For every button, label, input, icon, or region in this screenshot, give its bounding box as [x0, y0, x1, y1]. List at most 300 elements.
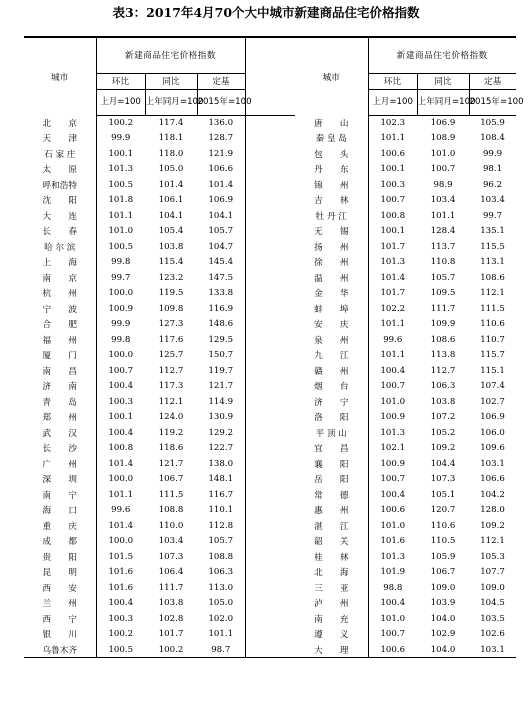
- yoy-value-right: 107.3: [430, 474, 456, 485]
- city-name-left: 厦 门: [24, 348, 96, 364]
- base-value-left: 114.9: [208, 396, 234, 407]
- city-name-right: 秦 皇 岛: [295, 131, 368, 147]
- yoy-value-left: 123.2: [158, 272, 184, 283]
- base-value-left: 106.9: [208, 195, 234, 206]
- base-value-left: 98.7: [197, 642, 245, 658]
- table-row: [24, 565, 516, 581]
- mom-value-right: 101.6: [380, 536, 406, 547]
- header-city-right: 城市: [295, 37, 368, 115]
- city-name-left: 沈 阳: [24, 193, 96, 209]
- city-name-right: 三 亚: [295, 580, 368, 596]
- mom-value-left: 100.3: [108, 396, 134, 407]
- mom-value-left: 101.6: [108, 582, 134, 593]
- yoy-value-right: 109.5: [430, 288, 456, 299]
- yoy-value-right: 105.7: [430, 272, 456, 283]
- city-name-right: 泉 州: [295, 332, 368, 348]
- city-name-right: 泸 州: [295, 596, 368, 612]
- table-row: [24, 270, 516, 286]
- yoy-value-right: 104.0: [417, 642, 469, 658]
- base-value-left: 104.1: [208, 210, 234, 221]
- yoy-value-right: 110.5: [430, 536, 456, 547]
- mom-value-right: 101.0: [380, 613, 406, 624]
- city-name-right: 扬 州: [295, 239, 368, 255]
- mom-value-right: 101.1: [380, 133, 406, 144]
- mom-value-left: 100.9: [108, 303, 134, 314]
- table-row: [24, 472, 516, 488]
- column-separator: [245, 627, 295, 643]
- base-value-left: 101.4: [208, 179, 234, 190]
- table-row: [24, 146, 516, 162]
- column-separator: [245, 208, 295, 224]
- base-value-right: 107.7: [480, 567, 505, 578]
- yoy-value-right: 110.8: [430, 257, 456, 268]
- city-name-right: 九 江: [295, 348, 368, 364]
- mom-value-left: 99.8: [111, 334, 131, 345]
- mom-value-right: 100.1: [380, 164, 406, 175]
- city-name-left: 长 沙: [24, 441, 96, 457]
- mom-value-right: 100.8: [380, 210, 406, 221]
- city-name-left: 呼和浩特: [24, 177, 96, 193]
- city-name-left: 合 肥: [24, 317, 96, 333]
- yoy-value-left: 127.3: [158, 319, 184, 330]
- yoy-value-left: 111.7: [158, 582, 184, 593]
- yoy-value-right: 103.9: [430, 598, 456, 609]
- mom-value-right: 100.9: [380, 412, 406, 423]
- city-name-right: 丹 东: [295, 162, 368, 178]
- city-name-left: 贵 阳: [24, 549, 96, 565]
- yoy-value-right: 106.9: [430, 118, 456, 128]
- header-yoy-basis-right: 上年同月=100: [417, 89, 469, 115]
- column-separator: [245, 441, 295, 457]
- mom-value-right: 101.9: [380, 567, 406, 578]
- yoy-value-left: 106.4: [158, 567, 184, 578]
- city-name-left: 乌鲁木齐: [24, 642, 96, 658]
- base-value-right: 103.5: [480, 613, 505, 624]
- mom-value-right: 100.6: [368, 642, 417, 658]
- table-row: [24, 208, 516, 224]
- city-name-right: 徐 州: [295, 255, 368, 271]
- base-value-right: 106.9: [480, 412, 505, 423]
- yoy-value-left: 104.1: [158, 210, 184, 221]
- city-name-right: 无 锡: [295, 224, 368, 240]
- city-name-left: 成 都: [24, 534, 96, 550]
- mom-value-left: 99.9: [111, 319, 131, 330]
- mom-value-left: 99.8: [111, 257, 131, 268]
- table-row: [24, 131, 516, 147]
- mom-value-right: 101.1: [380, 350, 406, 361]
- column-separator: [245, 611, 295, 627]
- city-name-right: 安 庆: [295, 317, 368, 333]
- table-row: [24, 549, 516, 565]
- base-value-right: 108.6: [480, 272, 505, 283]
- mom-value-left: 101.5: [108, 551, 134, 562]
- city-name-left: 南 昌: [24, 363, 96, 379]
- header-city-left: 城市: [24, 37, 96, 115]
- base-value-left: 105.7: [208, 536, 234, 547]
- yoy-value-right: 101.1: [430, 210, 456, 221]
- column-separator: [245, 115, 295, 131]
- city-name-right: 赣 州: [295, 363, 368, 379]
- table-title: 表3：2017年4月70个大中城市新建商品住宅价格指数: [112, 5, 420, 20]
- table-row: [24, 177, 516, 193]
- mom-value-left: 101.0: [108, 226, 134, 237]
- yoy-value-left: 124.0: [158, 412, 184, 423]
- header-base-basis-left: 2015年=100: [197, 89, 245, 115]
- mom-value-left: 101.3: [108, 164, 134, 175]
- mom-value-right: 100.7: [380, 381, 406, 392]
- base-value-left: 129.5: [208, 334, 234, 345]
- column-separator: [245, 224, 295, 240]
- base-value-right: 98.1: [482, 164, 503, 175]
- mom-value-left: 100.2: [108, 629, 134, 640]
- yoy-value-right: 107.2: [430, 412, 456, 423]
- base-value-left: 130.9: [208, 412, 234, 423]
- yoy-value-left: 117.3: [158, 381, 184, 392]
- yoy-value-right: 109.2: [430, 443, 456, 454]
- column-separator: [245, 301, 295, 317]
- base-value-left: 138.0: [208, 458, 234, 469]
- mom-value-right: 99.6: [383, 334, 403, 345]
- base-value-right: 128.0: [480, 505, 505, 516]
- base-value-left: 108.8: [208, 551, 234, 562]
- mom-value-left: 101.6: [108, 567, 134, 578]
- city-name-right: 湛 江: [295, 518, 368, 534]
- base-value-right: 105.3: [480, 551, 505, 562]
- column-separator: [245, 239, 295, 255]
- column-separator: [245, 472, 295, 488]
- base-value-right: 112.1: [480, 288, 505, 299]
- table-row: [24, 627, 516, 643]
- yoy-value-right: 113.7: [430, 241, 456, 252]
- city-name-right: 唐 山: [295, 115, 368, 131]
- base-value-left: 121.9: [208, 148, 234, 159]
- yoy-value-right: 109.0: [430, 582, 456, 593]
- city-name-left: 南 宁: [24, 487, 96, 503]
- base-value-left: 104.7: [208, 241, 234, 252]
- column-separator: [245, 425, 295, 441]
- base-value-left: 113.0: [208, 582, 234, 593]
- header-mom-right: 环比: [368, 73, 417, 89]
- base-value-left: 110.1: [208, 505, 234, 516]
- column-separator: [245, 177, 295, 193]
- yoy-value-right: 128.4: [430, 226, 456, 237]
- yoy-value-right: 103.8: [430, 396, 456, 407]
- column-separator: [245, 596, 295, 612]
- table-row: [24, 456, 516, 472]
- table-row: [24, 503, 516, 519]
- table-row: [24, 193, 516, 209]
- city-name-right: 吉 林: [295, 193, 368, 209]
- base-value-left: 133.8: [208, 288, 234, 299]
- base-value-right: 104.5: [480, 598, 505, 609]
- city-name-left: 青 岛: [24, 394, 96, 410]
- mom-value-left: 99.7: [111, 272, 131, 283]
- base-value-left: 121.7: [208, 381, 234, 392]
- header-yoy-left: 同比: [145, 73, 197, 89]
- table-row: [24, 286, 516, 302]
- yoy-value-left: 107.3: [158, 551, 184, 562]
- base-value-left: 145.4: [208, 257, 234, 268]
- mom-value-right: 101.7: [380, 288, 406, 299]
- yoy-value-right: 103.4: [430, 195, 456, 206]
- city-name-left: 海 口: [24, 503, 96, 519]
- base-value-right: 115.1: [480, 365, 505, 376]
- base-value-right: 110.6: [480, 319, 505, 330]
- yoy-value-right: 109.9: [430, 319, 456, 330]
- yoy-value-left: 108.8: [158, 505, 184, 516]
- table-row: [24, 487, 516, 503]
- city-name-left: 西 宁: [24, 611, 96, 627]
- city-name-right: 襄 阳: [295, 456, 368, 472]
- city-name-right: 牡 丹 江: [295, 208, 368, 224]
- column-separator: [245, 580, 295, 596]
- base-value-right: 111.5: [480, 303, 505, 314]
- column-separator: [245, 379, 295, 395]
- city-name-left: 太 原: [24, 162, 96, 178]
- table-body: [24, 115, 516, 658]
- yoy-value-left: 119.2: [158, 427, 184, 438]
- city-name-left: 上 海: [24, 255, 96, 271]
- header-group-right: 新建商品住宅价格指数: [368, 37, 516, 73]
- city-name-left: 北 京: [24, 115, 96, 131]
- column-separator: [245, 317, 295, 333]
- yoy-value-left: 118.1: [158, 133, 184, 144]
- mom-value-left: 101.4: [108, 458, 134, 469]
- table-row: [24, 611, 516, 627]
- city-name-right: 桂 林: [295, 549, 368, 565]
- yoy-value-left: 115.4: [158, 257, 184, 268]
- city-name-left: 杭 州: [24, 286, 96, 302]
- yoy-value-right: 104.4: [430, 458, 456, 469]
- yoy-value-left: 117.4: [158, 118, 184, 128]
- mom-value-left: 100.0: [108, 474, 134, 485]
- yoy-value-left: 106.1: [158, 195, 184, 206]
- table-row: [24, 580, 516, 596]
- mom-value-right: 100.7: [380, 195, 406, 206]
- city-name-left: 兰 州: [24, 596, 96, 612]
- yoy-value-right: 113.8: [430, 350, 456, 361]
- city-name-right: 蚌 埠: [295, 301, 368, 317]
- column-separator: [245, 332, 295, 348]
- mom-value-left: 100.1: [108, 412, 134, 423]
- city-name-right: 济 宁: [295, 394, 368, 410]
- base-value-right: 99.7: [482, 210, 503, 221]
- base-value-left: 116.9: [208, 303, 234, 314]
- header-base-right: 定基: [469, 73, 516, 89]
- yoy-value-right: 105.2: [430, 427, 456, 438]
- mom-value-left: 100.4: [108, 427, 134, 438]
- base-value-left: 106.3: [208, 567, 234, 578]
- mom-value-left: 100.1: [108, 148, 134, 159]
- yoy-value-right: 101.0: [430, 148, 456, 159]
- column-separator: [245, 146, 295, 162]
- table-row: [24, 379, 516, 395]
- column-separator: [245, 456, 295, 472]
- column-separator: [245, 642, 295, 658]
- mom-value-left: 101.8: [108, 195, 134, 206]
- base-value-left: 112.8: [208, 520, 234, 531]
- city-name-left: 福 州: [24, 332, 96, 348]
- base-value-right: 99.9: [482, 148, 503, 159]
- yoy-value-right: 105.9: [430, 551, 456, 562]
- yoy-value-right: 111.7: [430, 303, 456, 314]
- table-row: [24, 239, 516, 255]
- mom-value-left: 100.4: [108, 381, 134, 392]
- mom-value-left: 100.0: [108, 536, 134, 547]
- header-mom-basis-left: 上月=100: [96, 89, 145, 115]
- base-value-left: 102.0: [208, 613, 234, 624]
- yoy-value-right: 110.6: [430, 520, 456, 531]
- city-name-right: 北 海: [295, 565, 368, 581]
- base-value-right: 96.2: [482, 179, 503, 190]
- mom-value-right: 101.3: [380, 551, 406, 562]
- table-row: [24, 162, 516, 178]
- table-row: [24, 255, 516, 271]
- table-row: [24, 596, 516, 612]
- table-row: [24, 534, 516, 550]
- mom-value-left: 100.0: [108, 288, 134, 299]
- city-name-left: 昆 明: [24, 565, 96, 581]
- yoy-value-left: 125.7: [158, 350, 184, 361]
- city-name-left: 济 南: [24, 379, 96, 395]
- mom-value-right: 101.7: [380, 241, 406, 252]
- yoy-value-right: 104.0: [430, 613, 456, 624]
- mom-value-left: 100.0: [108, 350, 134, 361]
- table-row: [24, 115, 516, 131]
- header-base-left: 定基: [197, 73, 245, 89]
- column-separator: [245, 255, 295, 271]
- column-separator: [245, 394, 295, 410]
- city-name-right: 岳 阳: [295, 472, 368, 488]
- mom-value-right: 101.0: [380, 520, 406, 531]
- header-base-basis-right: 2015年=100: [469, 89, 516, 115]
- yoy-value-left: 103.4: [158, 536, 184, 547]
- mom-value-right: 101.0: [380, 396, 406, 407]
- base-value-left: 116.7: [208, 489, 234, 500]
- column-separator: [245, 565, 295, 581]
- mom-value-left: 101.4: [108, 520, 134, 531]
- header-group-left: 新建商品住宅价格指数: [96, 37, 245, 73]
- city-name-right: 锦 州: [295, 177, 368, 193]
- yoy-value-left: 118.6: [158, 443, 184, 454]
- yoy-value-left: 117.6: [158, 334, 184, 345]
- city-name-right: 温 州: [295, 270, 368, 286]
- base-value-right: 115.7: [480, 350, 505, 361]
- city-name-left: 石 家 庄: [24, 146, 96, 162]
- mom-value-right: 101.1: [380, 319, 406, 330]
- column-separator: [245, 549, 295, 565]
- city-name-left: 武 汉: [24, 425, 96, 441]
- base-value-left: 105.0: [208, 598, 234, 609]
- mom-value-right: 100.4: [380, 489, 406, 500]
- mom-value-right: 100.7: [380, 474, 406, 485]
- yoy-value-left: 100.2: [145, 642, 197, 658]
- yoy-value-left: 105.0: [158, 164, 184, 175]
- city-name-right: 平 顶 山: [295, 425, 368, 441]
- table-row: [24, 425, 516, 441]
- mom-value-left: 99.6: [111, 505, 131, 516]
- column-separator: [245, 363, 295, 379]
- city-name-right: 遵 义: [295, 627, 368, 643]
- city-name-left: 天 津: [24, 131, 96, 147]
- mom-value-right: 100.4: [380, 598, 406, 609]
- city-name-left: 重 庆: [24, 518, 96, 534]
- yoy-value-right: 108.9: [430, 133, 456, 144]
- base-value-left: 150.7: [208, 350, 234, 361]
- mom-value-right: 100.4: [380, 365, 406, 376]
- mom-value-left: 100.5: [108, 179, 134, 190]
- city-name-left: 哈 尔 滨: [24, 239, 96, 255]
- base-value-right: 106.0: [480, 427, 505, 438]
- table-row: [24, 224, 516, 240]
- table-row: [24, 394, 516, 410]
- column-separator: [245, 503, 295, 519]
- yoy-value-left: 112.7: [158, 365, 184, 376]
- yoy-value-left: 103.8: [158, 598, 184, 609]
- base-value-left: 122.7: [208, 443, 234, 454]
- column-separator: [245, 410, 295, 426]
- base-value-right: 135.1: [480, 226, 505, 237]
- table-row: [24, 332, 516, 348]
- price-index-table: [24, 36, 524, 658]
- base-value-right: 103.4: [480, 195, 505, 206]
- base-value-right: 110.7: [480, 334, 505, 345]
- yoy-value-right: 105.1: [430, 489, 456, 500]
- base-value-left: 119.7: [208, 365, 234, 376]
- base-value-right: 103.1: [469, 642, 516, 658]
- base-value-left: 148.6: [208, 319, 234, 330]
- column-separator: [245, 518, 295, 534]
- table-header: [24, 37, 524, 115]
- city-name-left: 宁 波: [24, 301, 96, 317]
- base-value-right: 106.6: [480, 474, 505, 485]
- city-name-left: 长 春: [24, 224, 96, 240]
- yoy-value-left: 103.8: [158, 241, 184, 252]
- mom-value-right: 100.1: [380, 226, 406, 237]
- yoy-value-left: 105.4: [158, 226, 184, 237]
- mom-value-left: 100.5: [96, 642, 145, 658]
- mom-value-left: 100.7: [108, 365, 134, 376]
- base-value-right: 102.7: [480, 396, 505, 407]
- mom-value-right: 102.3: [380, 118, 406, 128]
- mom-value-right: 98.8: [383, 582, 403, 593]
- yoy-value-left: 110.0: [158, 520, 184, 531]
- base-value-right: 112.1: [480, 536, 505, 547]
- mom-value-right: 100.6: [380, 148, 406, 159]
- base-value-left: 129.2: [208, 427, 234, 438]
- city-name-right: 常 德: [295, 487, 368, 503]
- city-name-right: 包 头: [295, 146, 368, 162]
- base-value-right: 102.6: [480, 629, 505, 640]
- base-value-left: 147.5: [208, 272, 234, 283]
- base-value-right: 113.1: [480, 257, 505, 268]
- column-separator: [245, 348, 295, 364]
- base-value-left: 101.1: [208, 629, 234, 640]
- base-value-right: 105.9: [480, 118, 505, 128]
- city-name-right: 烟 台: [295, 379, 368, 395]
- city-name-right: 洛 阳: [295, 410, 368, 426]
- mom-value-right: 100.9: [380, 458, 406, 469]
- city-name-right: 韶 关: [295, 534, 368, 550]
- city-name-left: 深 圳: [24, 472, 96, 488]
- city-name-left: 银 川: [24, 627, 96, 643]
- yoy-value-left: 101.7: [158, 629, 184, 640]
- mom-value-right: 102.2: [380, 303, 406, 314]
- base-value-right: 107.4: [480, 381, 505, 392]
- column-separator: [245, 131, 295, 147]
- mom-value-left: 100.2: [108, 118, 134, 128]
- mom-value-left: 101.1: [108, 210, 134, 221]
